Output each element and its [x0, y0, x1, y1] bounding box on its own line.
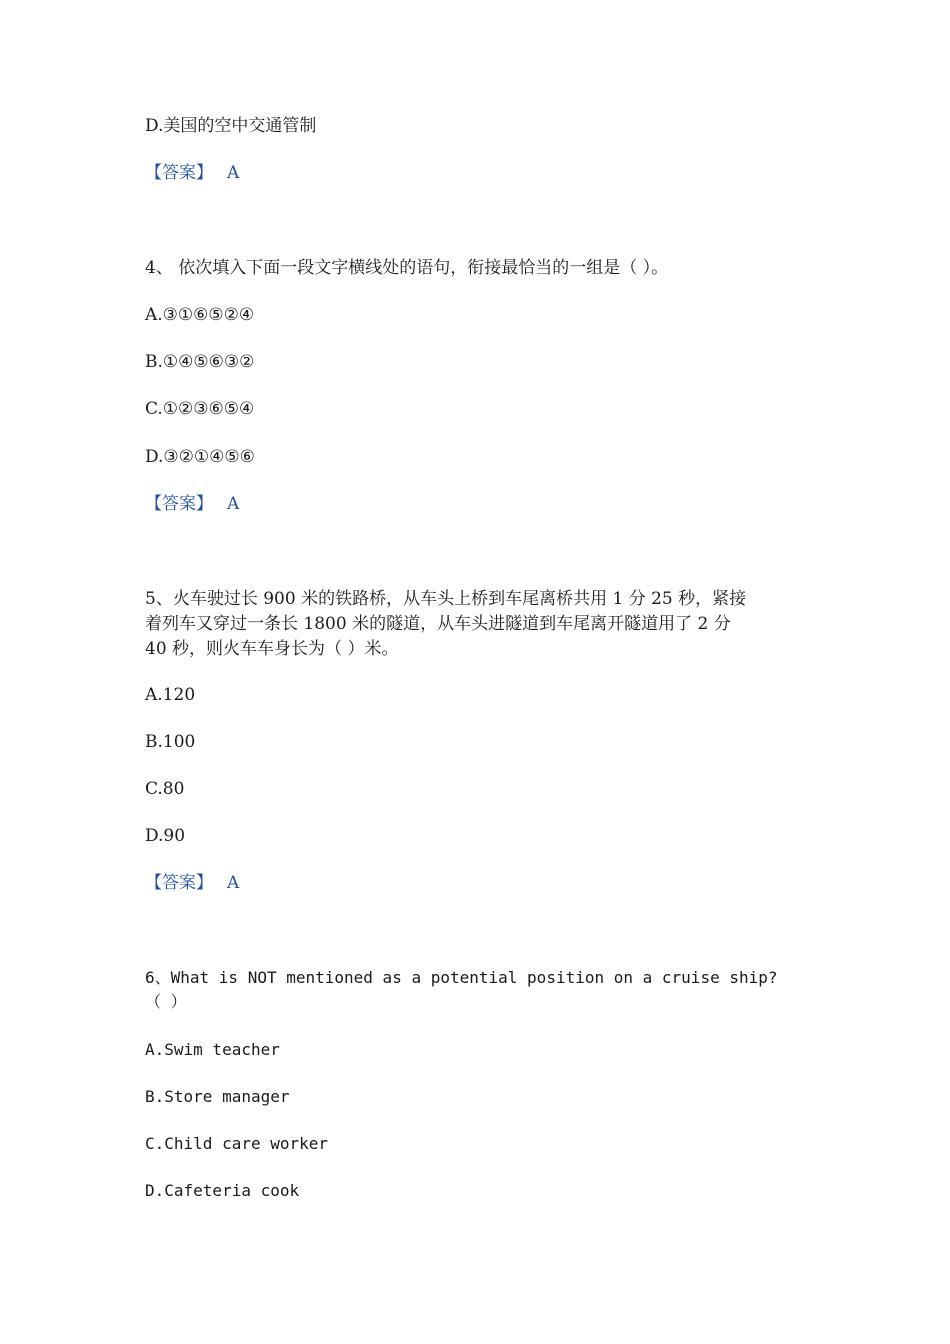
q6-option-a: A.Swim teacher: [145, 1040, 280, 1059]
q6-stem-line-1: 6、What is NOT mentioned as a potential position on a cruise ship?: [145, 968, 778, 987]
q6-option-b: B.Store manager: [145, 1087, 290, 1106]
q5-option-d: D.90: [145, 826, 186, 846]
answer-value: A: [227, 873, 240, 893]
q6-option-c: C.Child care worker: [145, 1134, 329, 1153]
q4-option-d: D.③②①④⑤⑥: [145, 447, 255, 467]
answer-value: A: [227, 163, 240, 183]
q5-option-a: A.120: [145, 685, 196, 705]
q4-option-c: C.①②③⑥⑤④: [145, 399, 255, 419]
q5-stem-line-3: 40 秒，则火车车身长为（ ）米。: [145, 639, 399, 659]
q3-option-d: D.美国的空中交通管制: [145, 116, 317, 136]
q5-option-c: C.80: [145, 779, 185, 799]
q5-answer: [145, 871, 239, 895]
q5-option-b: B.100: [145, 732, 196, 752]
q6-stem-line-2: （ ）: [145, 992, 187, 1011]
q4-stem: 4、 依次填入下面一段文字横线处的语句，衔接最恰当的一组是（ ）。: [145, 258, 669, 278]
answer-label: 【答案】: [145, 873, 213, 893]
q4-option-b: B.①④⑤⑥③②: [145, 352, 255, 372]
q5-stem-line-1: 5、火车驶过长 900 米的铁路桥，从车头上桥到车尾离桥共用 1 分 25 秒，紧接: [145, 589, 747, 609]
q6-option-d: D.Cafeteria cook: [145, 1181, 300, 1200]
answer-label: 【答案】: [145, 494, 213, 514]
q5-stem-line-2: 着列车又穿过一条长 1800 米的隧道，从车头进隧道到车尾离开隧道用了 2 分: [145, 614, 731, 634]
q4-answer: [145, 492, 239, 516]
q3-answer: [145, 161, 239, 185]
q4-option-a: A.③①⑥⑤②④: [145, 305, 255, 325]
answer-label: 【答案】: [145, 163, 213, 183]
answer-value: A: [227, 494, 240, 514]
